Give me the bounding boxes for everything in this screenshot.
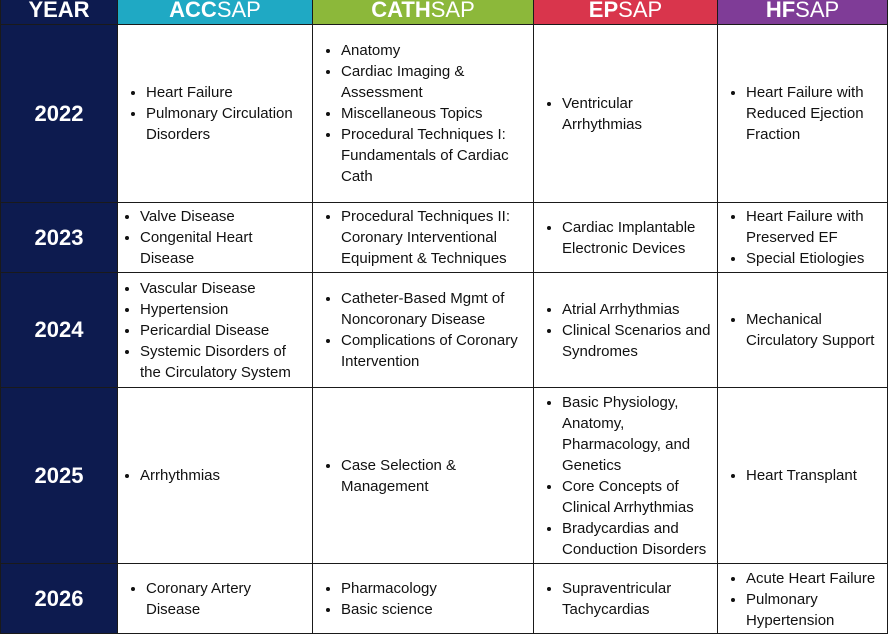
epsap-cell bbox=[534, 25, 718, 203]
header-cath-light: SAP bbox=[430, 0, 475, 22]
table-row bbox=[1, 203, 888, 273]
list-item: • Coronary Artery Disease bbox=[146, 578, 306, 620]
list-item: • Ventricular Arrhythmias bbox=[562, 93, 711, 135]
list-item: • Pulmonary Hypertension bbox=[746, 589, 881, 631]
accsap-cell bbox=[118, 388, 313, 564]
accsap-cell bbox=[118, 273, 313, 388]
list-item: • Pulmonary Circulation Disorders bbox=[146, 103, 306, 145]
header-ep-bold: EP bbox=[588, 0, 619, 22]
epsap-cell bbox=[534, 388, 718, 564]
list-item: • Mechanical Circulatory Support bbox=[746, 309, 881, 351]
header-cathsap bbox=[313, 0, 534, 25]
hfsap-cell bbox=[718, 25, 888, 203]
header-year-label: YEAR bbox=[28, 0, 90, 22]
header-year bbox=[1, 0, 118, 25]
list-item: • Case Selection & Management bbox=[341, 455, 527, 497]
list-item: • Cardiac Imaging & Assessment bbox=[341, 61, 527, 103]
list-item: • Basic Physiology, Anatomy, Pharmacology, and Genetics bbox=[562, 392, 711, 476]
cathsap-cell bbox=[313, 203, 534, 273]
header-hf-bold: HF bbox=[765, 0, 796, 22]
accsap-cell bbox=[118, 25, 313, 203]
epsap-cell bbox=[534, 564, 718, 634]
table-row bbox=[1, 273, 888, 388]
list-item: • Heart Failure with Reduced Ejection Fraction bbox=[746, 82, 881, 145]
list-item: • Procedural Techniques II: Coronary Interventional Equipment & Techniques bbox=[341, 206, 527, 269]
list-item: • Hypertension bbox=[140, 299, 306, 320]
epsap-cell bbox=[534, 273, 718, 388]
list-item: • Clinical Scenarios and Syndromes bbox=[562, 320, 711, 362]
list-item: • Pericardial Disease bbox=[140, 320, 306, 341]
table-row bbox=[1, 388, 888, 564]
list-item: • Pharmacology bbox=[341, 578, 527, 599]
header-row bbox=[1, 0, 888, 25]
year-cell: 2022 bbox=[1, 25, 118, 203]
list-item: • Cardiac Implantable Electronic Devices bbox=[562, 217, 711, 259]
table-row bbox=[1, 564, 888, 634]
list-item: • Heart Failure bbox=[146, 82, 306, 103]
header-acc-light: SAP bbox=[216, 0, 261, 22]
list-item: • Special Etiologies bbox=[746, 248, 881, 269]
list-item: • Core Concepts of Clinical Arrhythmias bbox=[562, 476, 711, 518]
list-item: • Valve Disease bbox=[140, 206, 306, 227]
header-ep-light: SAP bbox=[618, 0, 663, 22]
cathsap-cell bbox=[313, 564, 534, 634]
list-item: • Atrial Arrhythmias bbox=[562, 299, 711, 320]
list-item: • Miscellaneous Topics bbox=[341, 103, 527, 124]
year-cell: 2025 bbox=[1, 388, 118, 564]
list-item: • Anatomy bbox=[341, 40, 527, 61]
list-item: • Bradycardias and Conduction Disorders bbox=[562, 518, 711, 560]
year-cell: 2024 bbox=[1, 273, 118, 388]
list-item: • Acute Heart Failure bbox=[746, 568, 881, 589]
hfsap-cell bbox=[718, 203, 888, 273]
hfsap-cell bbox=[718, 564, 888, 634]
list-item: • Arrhythmias bbox=[140, 465, 306, 486]
hfsap-cell bbox=[718, 388, 888, 564]
header-cath-bold: CATH bbox=[371, 0, 431, 22]
table-row bbox=[1, 25, 888, 203]
year-cell: 2026 bbox=[1, 564, 118, 634]
cathsap-cell bbox=[313, 388, 534, 564]
list-item: • Congenital Heart Disease bbox=[140, 227, 306, 269]
list-item: • Heart Transplant bbox=[746, 465, 881, 486]
list-item: • Basic science bbox=[341, 599, 527, 620]
list-item: • Complications of Coronary Intervention bbox=[341, 330, 527, 372]
accsap-cell bbox=[118, 564, 313, 634]
hfsap-cell bbox=[718, 273, 888, 388]
accsap-cell bbox=[118, 203, 313, 273]
epsap-cell bbox=[534, 203, 718, 273]
year-cell: 2023 bbox=[1, 203, 118, 273]
cathsap-cell bbox=[313, 25, 534, 203]
list-item: • Heart Failure with Preserved EF bbox=[746, 206, 881, 248]
list-item: • Systemic Disorders of the Circulatory System bbox=[140, 341, 306, 383]
header-acc-bold: ACC bbox=[169, 0, 217, 22]
header-epsap bbox=[534, 0, 718, 25]
header-accsap bbox=[118, 0, 313, 25]
list-item: • Vascular Disease bbox=[140, 278, 306, 299]
cathsap-cell bbox=[313, 273, 534, 388]
header-hfsap bbox=[718, 0, 888, 25]
header-hf-light: SAP bbox=[795, 0, 840, 22]
list-item: • Procedural Techniques I: Fundamentals of Cardiac Cath bbox=[341, 124, 527, 187]
list-item: • Supraventricular Tachycardias bbox=[562, 578, 711, 620]
list-item: • Catheter-Based Mgmt of Noncoronary Disease bbox=[341, 288, 527, 330]
